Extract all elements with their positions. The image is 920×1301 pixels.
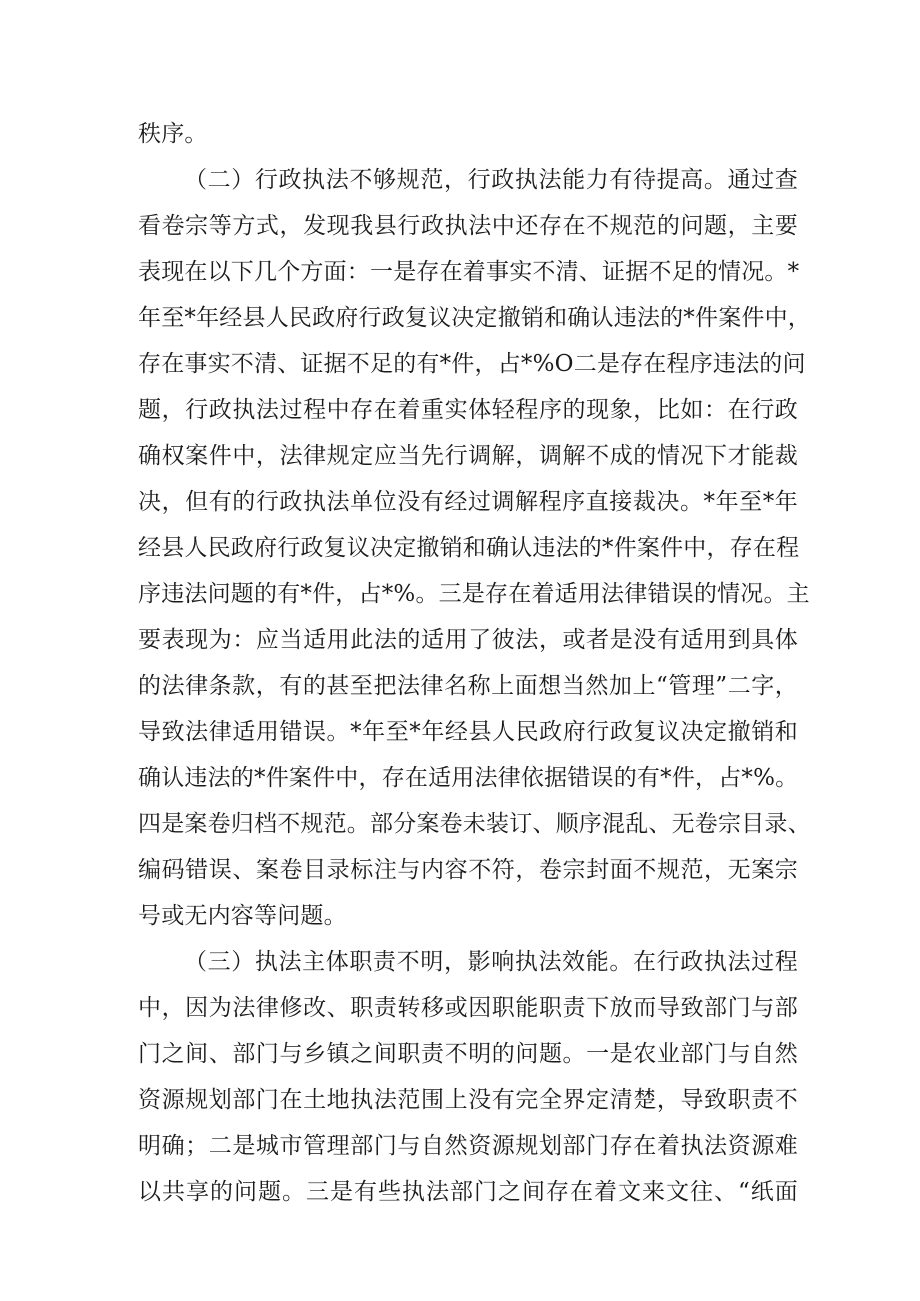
text-line: 秩序。: [138, 121, 208, 147]
text-line: 的法律条款，有的甚至把法律名称上面想当然加上“管理”二字，: [138, 673, 798, 699]
text-line: 看卷宗等方式，发现我县行政执法中还存在不规范的问题，主要: [138, 213, 798, 239]
text-line: 中，因为法律修改、职责转移或因职能职责下放而导致部门与部: [138, 995, 798, 1021]
paragraph-first-line: （二）行政执法不够规范，行政执法能力有待提高。通过查: [184, 167, 798, 193]
text-line: 表现在以下几个方面：一是存在着事实不清、证据不足的情况。*: [138, 259, 800, 285]
paragraph-first-line: （三）执法主体职责不明，影响执法效能。在行政执法过程: [184, 949, 798, 975]
text-line: 以共享的问题。三是有些执法部门之间存在着文来文往、“纸面: [138, 1179, 798, 1205]
text-line: 决，但有的行政执法单位没有经过调解程序直接裁决。*年至*年: [138, 489, 798, 515]
text-line: 题，行政执法过程中存在着重实体轻程序的现象，比如：在行政: [138, 397, 798, 423]
text-line: 明确；二是城市管理部门与自然资源规划部门存在着执法资源难: [138, 1133, 798, 1159]
text-line: 序违法问题的有*件，占*%。三是存在着适用法律错误的情况。主: [138, 581, 810, 607]
text-line: 确权案件中，法律规定应当先行调解，调解不成的情况下才能裁: [138, 443, 798, 469]
text-line: 存在事实不清、证据不足的有*件，占*%O二是存在程序违法的问: [138, 351, 806, 377]
text-line: 要表现为：应当适用此法的适用了彼法，或者是没有适用到具体: [138, 627, 798, 653]
text-line: 四是案卷归档不规范。部分案卷未装订、顺序混乱、无卷宗目录、: [138, 811, 811, 837]
text-line: 年至*年经县人民政府行政复议决定撤销和确认违法的*件案件中，: [138, 305, 811, 331]
text-line: 资源规划部门在土地执法范围上没有完全界定清楚，导致职责不: [138, 1087, 798, 1113]
text-line: 确认违法的*件案件中，存在适用法律依据错误的有*件，占*%。: [138, 765, 799, 791]
text-line: 编码错误、案卷目录标注与内容不符，卷宗封面不规范，无案宗: [138, 857, 798, 883]
text-line: 门之间、部门与乡镇之间职责不明的问题。一是农业部门与自然: [138, 1041, 798, 1067]
text-line: 经县人民政府行政复议决定撤销和确认违法的*件案件中，存在程: [138, 535, 800, 561]
text-line: 导致法律适用错误。*年至*年经县人民政府行政复议决定撤销和: [138, 719, 798, 745]
text-line: 号或无内容等问题。: [138, 903, 347, 929]
